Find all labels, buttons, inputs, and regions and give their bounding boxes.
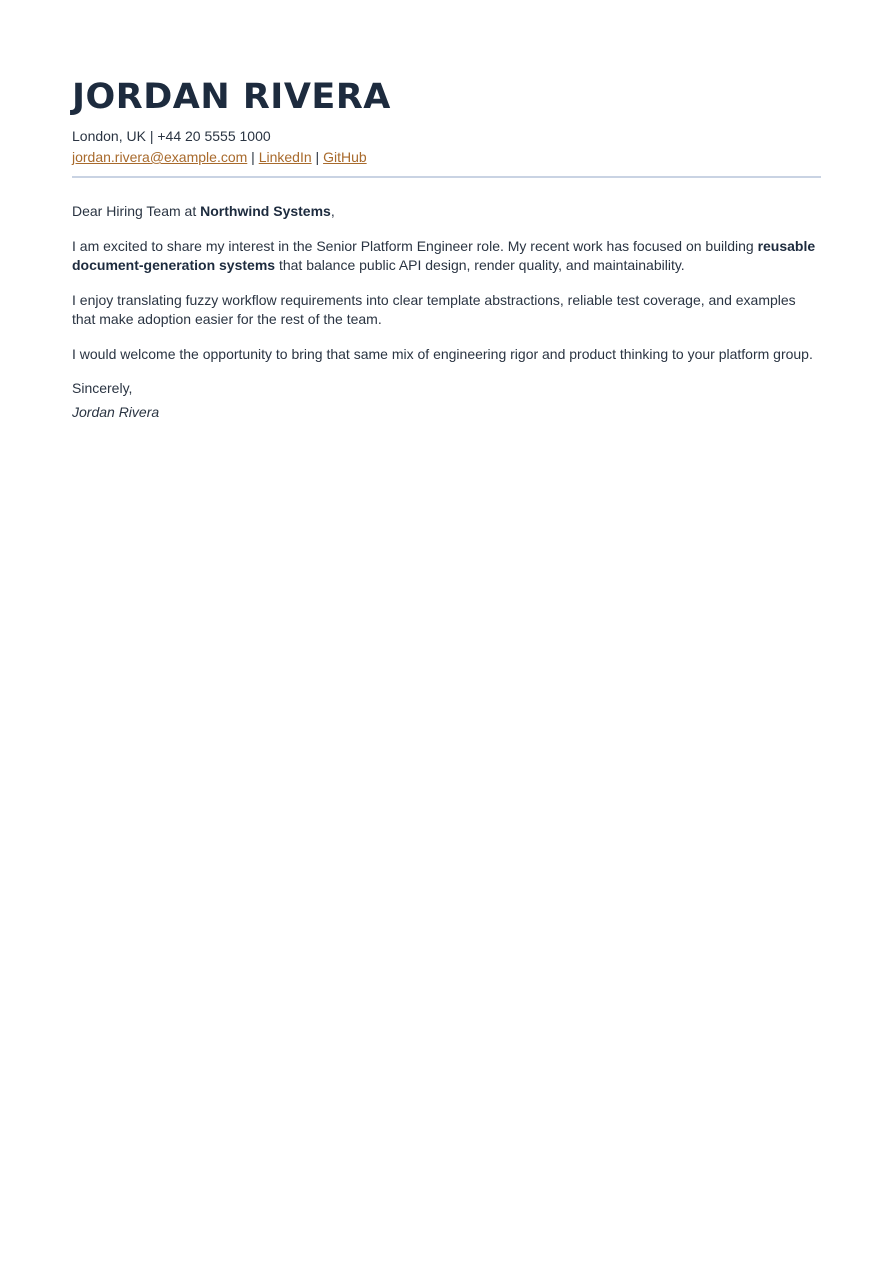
applicant-name: JORDAN RIVERA	[72, 77, 391, 117]
signature: Jordan Rivera	[72, 403, 160, 420]
greeting-prefix: Dear Hiring Team at	[72, 203, 201, 219]
paragraph-1-start: I am excited to share my interest in the Senior Platform Engineer role. My recent work has focused on building	[72, 237, 758, 254]
phone-text: +44 20 5555 1000	[157, 128, 271, 144]
paragraph-1-end: that balance public API design, render quality, and maintainability.	[275, 257, 685, 273]
company-name: Northwind Systems	[200, 203, 331, 219]
paragraph-2: I enjoy translating fuzzy workflow requirements into clear template abstractions, reliable test coverage, and examples that make adoption easier for the rest of the team.	[72, 291, 796, 327]
github-link[interactable]: GitHub	[323, 149, 367, 165]
separator: |	[251, 149, 259, 165]
contact-line-links	[72, 147, 820, 168]
separator: |	[149, 128, 158, 144]
letter-body	[72, 202, 821, 422]
greeting-suffix: ,	[330, 203, 335, 219]
closing: Sincerely,	[72, 380, 133, 396]
location-text: London, UK	[72, 128, 146, 144]
separator: |	[315, 149, 324, 165]
letter-header	[72, 0, 820, 178]
linkedin-link[interactable]: LinkedIn	[258, 149, 312, 165]
paragraph-3: I would welcome the opportunity to bring that same mix of engineering rigor and product thinking to your platform group.	[72, 345, 813, 362]
paragraph-1	[72, 237, 821, 276]
paragraph-1-emphasis: reusable document-generation systems	[72, 237, 816, 273]
email-link[interactable]: jordan.rivera@example.com	[72, 149, 248, 165]
contact-line-location	[72, 126, 820, 147]
greeting	[72, 202, 821, 222]
header-divider	[72, 176, 821, 178]
